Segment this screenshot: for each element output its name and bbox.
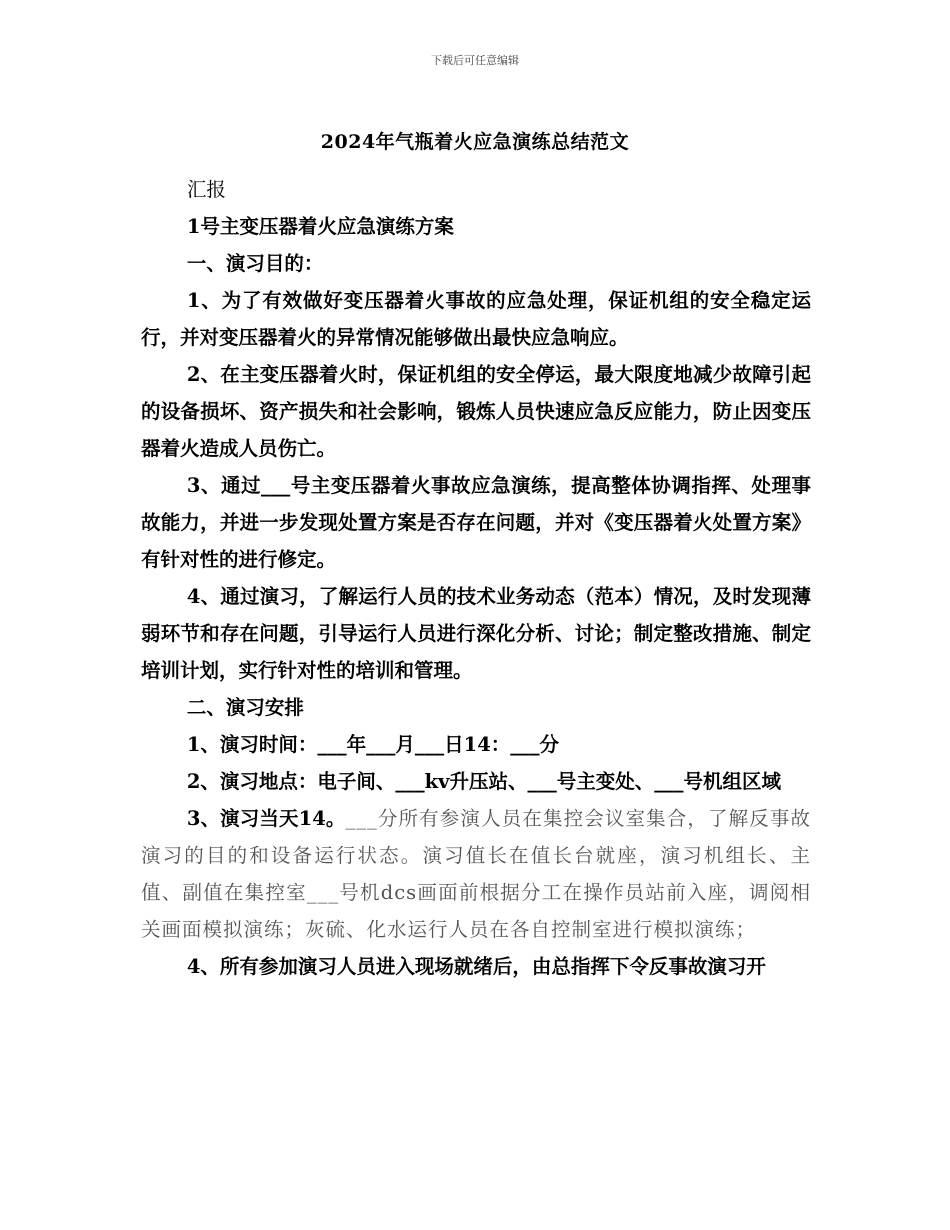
document-body [141, 171, 811, 985]
paragraph-arrangement-location: 2、演习地点：电子间、___kv升压站、___号主变处、___号机组区域 [186, 770, 781, 793]
paragraph-purpose-2: 2、在主变压器着火时，保证机组的安全停运，最大限度地减少故障引起的设备损坏、资产损失和社会影响，锻炼人员快速应急反应能力，防止因变压器着火造成人员伤亡。 [141, 363, 811, 460]
paragraph-purpose-3: 3、通过___号主变压器着火事故应急演练，提高整体协调指挥、处理事故能力，并进一步发现处置方案是否存在问题，并对《变压器着火处置方案》有针对性的进行修定。 [141, 474, 811, 571]
header-note: 下载后可任意编辑 [431, 54, 519, 67]
document-title: 2024年气瓶着火应急演练总结范文 [320, 131, 630, 153]
paragraph-purpose-1: 1、为了有效做好变压器着火事故的应急处理，保证机组的安全稳定运行，并对变压器着火的异常情况能够做出最快应急响应。 [141, 289, 811, 349]
paragraph-purpose-4: 4、通过演习，了解运行人员的技术业务动态（范本）情况，及时发现薄弱环节和存在问题，引导运行人员进行深化分析、讨论；制定整改措施、制定培训计划，实行针对性的培训和管理。 [141, 585, 811, 682]
paragraph-arrangement-day [141, 800, 811, 948]
paragraph-arrangement-day-lead: 3、演习当天14。 [186, 807, 346, 830]
paragraph-arrangement-time: 1、演习时间：___年___月___日14：___分 [186, 733, 560, 756]
section-heading-arrangement: 二、演习安排 [186, 696, 304, 719]
paragraph-arrangement-start: 4、所有参加演习人员进入现场就绪后，由总指挥下令反事故演习开 [186, 955, 766, 978]
paragraph-arrangement-day-body: ___分所有参演人员在集控会议室集合，了解反事故演习的目的和设备运行状态。演习值长在值长台就座，演习机组长、主值、副值在集控室___号机dcs画面前根据分工在操作员站前入座，调阅相关画面模拟演练；灰硫、化水运行人员在各自控制室进行模拟演练； [141, 807, 811, 941]
paragraph-plan-title: 1号主变压器着火应急演练方案 [186, 215, 454, 238]
section-heading-purpose: 一、演习目的： [186, 252, 324, 275]
paragraph-report: 汇报 [186, 178, 226, 201]
